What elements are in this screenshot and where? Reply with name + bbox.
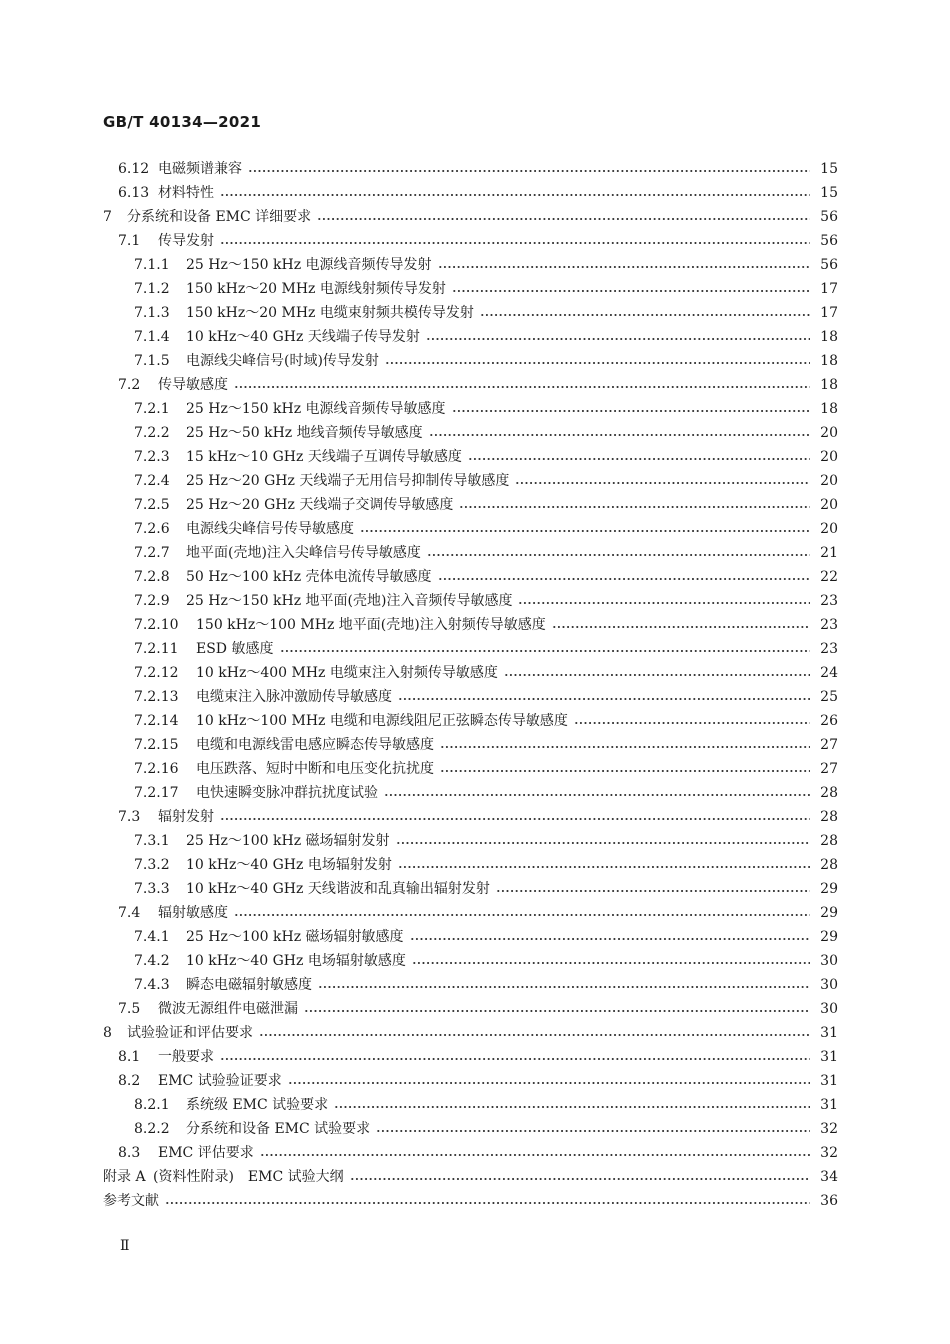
dot-leader [220,816,810,822]
toc-entry[interactable] [134,348,838,370]
toc-entry-number: 8 [103,1025,112,1041]
toc-entry-number: 7 [103,209,112,225]
toc-entry-page: 27 [820,737,838,753]
toc-entry[interactable] [103,1164,838,1186]
dot-leader [427,552,810,558]
toc-entry-page: 31 [820,1049,838,1065]
toc-entry-title: 瞬态电磁辐射敏感度 [186,977,312,993]
toc-entry-title: 10 kHz～40 GHz 天线谐波和乱真输出辐射发射 [186,881,490,897]
toc-entry-page: 36 [820,1193,838,1209]
dot-leader [259,1032,810,1038]
toc-entry-title: 材料特性 [158,185,214,201]
toc-entry-number: 7.1.5 [134,353,170,369]
toc-entry-title: 10 kHz～100 MHz 电缆和电源线阻尼正弦瞬态传导敏感度 [196,713,568,729]
toc-entry-title: 微波无源组件电磁泄漏 [158,1001,298,1017]
toc-entry-number: 7.2.8 [134,569,170,585]
dot-leader [410,936,810,942]
toc-entry[interactable] [134,924,838,946]
toc-entry-number: 7.3.2 [134,857,170,873]
toc-entry-title: 15 kHz～10 GHz 天线端子互调传导敏感度 [186,449,462,465]
toc-entry-number: 7.2.14 [134,713,179,729]
toc-entry-number: 8.2 [118,1073,141,1089]
toc-entry-number: 6.12 [118,161,150,177]
toc-entry-number: 7.2.7 [134,545,170,561]
toc-entry-title: 50 Hz～100 kHz 壳体电流传导敏感度 [186,569,432,585]
toc-entry[interactable] [134,948,838,970]
toc-entry-number: 7.3.3 [134,881,170,897]
page-number: Ⅱ [120,1238,130,1254]
toc-entry[interactable] [118,1140,838,1162]
toc-entry-title: 25 Hz～50 kHz 地线音频传导敏感度 [186,425,423,441]
toc-entry-number: 7.1.4 [134,329,170,345]
dot-leader [384,792,810,798]
toc-entry-number: 8.3 [118,1145,141,1161]
toc-entry[interactable] [134,588,838,610]
toc-entry-title: 150 kHz～20 MHz 电源线射频传导发射 [186,281,446,297]
toc-entry[interactable] [118,996,838,1018]
toc-entry-page: 23 [820,593,838,609]
toc-entry-page: 17 [820,281,838,297]
toc-entry-title: 电磁频谱兼容 [158,161,242,177]
toc-entry[interactable] [118,372,838,394]
toc-entry-page: 28 [820,833,838,849]
toc-entry-number: 7.1.3 [134,305,170,321]
toc-entry-title: 辐射发射 [158,809,214,825]
toc-entry-page: 20 [820,497,838,513]
toc-entry[interactable] [134,492,838,514]
toc-entry-page: 30 [820,953,838,969]
toc-entry-page: 56 [820,209,838,225]
toc-entry[interactable] [134,660,838,682]
toc-entry-number: 7.2.6 [134,521,170,537]
toc-entry[interactable] [134,852,838,874]
toc-entry-title: 25 Hz～150 kHz 电源线音频传导敏感度 [186,401,446,417]
toc-entry[interactable] [118,180,838,202]
dot-leader [318,984,810,990]
toc-entry-title: 分系统和设备 EMC 详细要求 [127,209,312,225]
toc-entry-page: 28 [820,809,838,825]
dot-leader [480,312,810,318]
toc-entry-number: 7.2.11 [134,641,179,657]
toc-entry[interactable] [134,564,838,586]
toc-entry[interactable] [118,228,838,250]
toc-entry[interactable] [103,204,838,226]
dot-leader [260,1152,810,1158]
toc-entry[interactable] [134,684,838,706]
toc-entry-page: 21 [820,545,838,561]
toc-entry-title: 25 Hz～150 kHz 地平面(壳地)注入音频传导敏感度 [186,593,513,609]
toc-entry-number: 7.4 [118,905,141,921]
toc-entry[interactable] [103,1188,838,1210]
dot-leader [552,624,810,630]
toc-entry-page: 28 [820,857,838,873]
toc-entry-page: 18 [820,377,838,393]
toc-entry[interactable] [118,804,838,826]
toc-entry[interactable] [134,756,838,778]
toc-entry-number: 7.5 [118,1001,141,1017]
toc-entry[interactable] [134,516,838,538]
toc-entry-number: 7.2.15 [134,737,179,753]
toc-entry[interactable] [118,156,838,178]
toc-entry-number: 7.1 [118,233,141,249]
dot-leader [220,240,810,246]
toc-entry-title: 分系统和设备 EMC 试验要求 [186,1121,371,1137]
toc-entry-page: 20 [820,521,838,537]
toc-entry-page: 31 [820,1073,838,1089]
toc-entry-number: 7.3 [118,809,141,825]
toc-entry-number: 7.2.13 [134,689,179,705]
toc-entry[interactable] [134,396,838,418]
dot-leader [440,744,810,750]
toc-entry-title: 25 Hz～100 kHz 磁场辐射发射 [186,833,390,849]
toc-entry-title: 10 kHz～40 GHz 天线端子传导发射 [186,329,420,345]
toc-entry-title: ESD 敏感度 [196,641,274,657]
toc-entry-title: 10 kHz～40 GHz 电场辐射发射 [186,857,392,873]
toc-entry-page: 24 [820,665,838,681]
toc-entry-title: 传导敏感度 [158,377,228,393]
standard-code: GB/T 40134—2021 [103,113,262,131]
dot-leader [288,1080,810,1086]
toc-entry-page: 29 [820,905,838,921]
dot-leader [398,864,810,870]
toc-entry-title: 试验验证和评估要求 [127,1025,253,1041]
toc-entry-title: 电缆束注入脉冲激励传导敏感度 [196,689,392,705]
toc-entry[interactable] [134,876,838,898]
dot-leader [518,600,810,606]
toc-entry-page: 34 [820,1169,838,1185]
toc-entry-number: 7.2.17 [134,785,179,801]
dot-leader [398,696,810,702]
toc-entry-number: 7.4.1 [134,929,170,945]
toc-entry-number: 7.1.1 [134,257,170,273]
toc-entry[interactable] [134,1116,838,1138]
toc-entry-title: 150 kHz～100 MHz 地平面(壳地)注入射频传导敏感度 [196,617,546,633]
toc-entry-number: 7.2.1 [134,401,170,417]
toc-entry[interactable] [134,828,838,850]
toc-entry-title: 电快速瞬变脉冲群抗扰度试验 [196,785,378,801]
toc-entry[interactable] [134,780,838,802]
toc-entry-number: 8.1 [118,1049,141,1065]
toc-entry[interactable] [134,636,838,658]
toc-entry-title: 150 kHz～20 MHz 电缆束射频共模传导发射 [186,305,474,321]
toc-entry-number: 7.2.5 [134,497,170,513]
toc-entry-number: 7.2.4 [134,473,170,489]
toc-entry-number: 8.2.1 [134,1097,170,1113]
toc-entry[interactable] [134,1092,838,1114]
toc-entry-page: 15 [820,161,838,177]
dot-leader [360,528,810,534]
toc-entry-title: 10 kHz～40 GHz 电场辐射敏感度 [186,953,406,969]
toc-entry-number: 8.2.2 [134,1121,170,1137]
toc-entry-page: 23 [820,641,838,657]
toc-entry-page: 56 [820,233,838,249]
toc-entry[interactable] [134,444,838,466]
dot-leader [504,672,810,678]
dot-leader [429,432,810,438]
toc-entry-page: 32 [820,1121,838,1137]
toc-entry[interactable] [134,420,838,442]
dot-leader [248,168,810,174]
dot-leader [304,1008,810,1014]
dot-leader [376,1128,810,1134]
toc-entry-number: 7.2.10 [134,617,179,633]
toc-entry-page: 20 [820,473,838,489]
toc-entry-title: 电缆和电源线雷电感应瞬态传导敏感度 [196,737,434,753]
toc-entry-title: 25 Hz～100 kHz 磁场辐射敏感度 [186,929,404,945]
dot-leader [165,1200,810,1206]
dot-leader [438,576,810,582]
toc-entry-page: 30 [820,1001,838,1017]
dot-leader [452,288,810,294]
toc-entry-page: 17 [820,305,838,321]
dot-leader [440,768,810,774]
dot-leader [574,720,810,726]
toc-entry-number: 7.2.3 [134,449,170,465]
toc-entry-title: 参考文献 [103,1193,159,1209]
dot-leader [452,408,810,414]
toc-entry-page: 29 [820,881,838,897]
toc-entry-page: 23 [820,617,838,633]
toc-entry-page: 18 [820,401,838,417]
toc-entry[interactable] [118,1068,838,1090]
toc-entry-title: 10 kHz～400 MHz 电缆束注入射频传导敏感度 [196,665,498,681]
toc-entry-title: EMC 评估要求 [158,1145,254,1161]
toc-entry-page: 28 [820,785,838,801]
toc-entry[interactable] [134,540,838,562]
toc-entry[interactable] [103,1020,838,1042]
toc-entry-title: (资料性附录) EMC 试验大纲 [153,1169,344,1185]
toc-entry-number: 7.2.12 [134,665,179,681]
dot-leader [280,648,811,654]
dot-leader [220,192,810,198]
dot-leader [385,360,810,366]
toc-entry-page: 26 [820,713,838,729]
dot-leader [438,264,810,270]
toc-entry[interactable] [134,324,838,346]
dot-leader [515,480,810,486]
toc-entry-title: EMC 试验验证要求 [158,1073,282,1089]
toc-entry-number: 7.2.2 [134,425,170,441]
toc-entry[interactable] [118,1044,838,1066]
toc-entry-number: 6.13 [118,185,150,201]
toc-entry-page: 27 [820,761,838,777]
toc-entry[interactable] [134,276,838,298]
toc-entry-number: 7.2.16 [134,761,179,777]
toc-entry-title: 系统级 EMC 试验要求 [186,1097,329,1113]
dot-leader [426,336,810,342]
toc-entry-title: 电源线尖峰信号(时域)传导发射 [186,353,379,369]
toc-entry-page: 20 [820,449,838,465]
toc-entry-page: 22 [820,569,838,585]
dot-leader [496,888,810,894]
dot-leader [220,1056,810,1062]
dot-leader [350,1176,810,1182]
toc-entry-title: 地平面(壳地)注入尖峰信号传导敏感度 [186,545,421,561]
toc-entry-title: 电压跌落、短时中断和电压变化抗扰度 [196,761,434,777]
toc-entry-page: 18 [820,353,838,369]
toc-entry-number: 7.4.3 [134,977,170,993]
toc-entry-page: 15 [820,185,838,201]
toc-entry-page: 32 [820,1145,838,1161]
toc-entry-page: 25 [820,689,838,705]
toc-entry-page: 20 [820,425,838,441]
dot-leader [334,1104,810,1110]
toc-entry[interactable] [134,612,838,634]
toc-entry-title: 一般要求 [158,1049,214,1065]
dot-leader [468,456,810,462]
toc-entry-page: 31 [820,1097,838,1113]
dot-leader [459,504,810,510]
toc-entry-number: 7.1.2 [134,281,170,297]
dot-leader [234,912,810,918]
toc-entry-page: 18 [820,329,838,345]
toc-entry-page: 29 [820,929,838,945]
toc-entry-title: 25 Hz～20 GHz 天线端子交调传导敏感度 [186,497,454,513]
dot-leader [396,840,810,846]
toc-entry-number: 7.2.9 [134,593,170,609]
toc-entry-number: 7.2 [118,377,141,393]
toc-entry-title: 25 Hz～150 kHz 电源线音频传导发射 [186,257,432,273]
toc-entry-number: 7.4.2 [134,953,170,969]
toc-entry-number: 7.3.1 [134,833,170,849]
toc-entry[interactable] [134,708,838,730]
toc-entry[interactable] [118,900,838,922]
toc-entry[interactable] [134,300,838,322]
toc-entry[interactable] [134,732,838,754]
toc-entry-title: 辐射敏感度 [158,905,228,921]
toc-entry-title: 传导发射 [158,233,214,249]
toc-entry-page: 31 [820,1025,838,1041]
toc-entry-number: 附录 A [103,1169,146,1185]
dot-leader [412,960,810,966]
toc-entry[interactable] [134,468,838,490]
toc-entry-page: 30 [820,977,838,993]
dot-leader [234,384,810,390]
toc-entry[interactable] [134,972,838,994]
dot-leader [317,216,810,222]
toc-entry-page: 56 [820,257,838,273]
toc-entry-title: 25 Hz～20 GHz 天线端子无用信号抑制传导敏感度 [186,473,510,489]
toc-entry-title: 电源线尖峰信号传导敏感度 [186,521,354,537]
toc-entry[interactable] [134,252,838,274]
